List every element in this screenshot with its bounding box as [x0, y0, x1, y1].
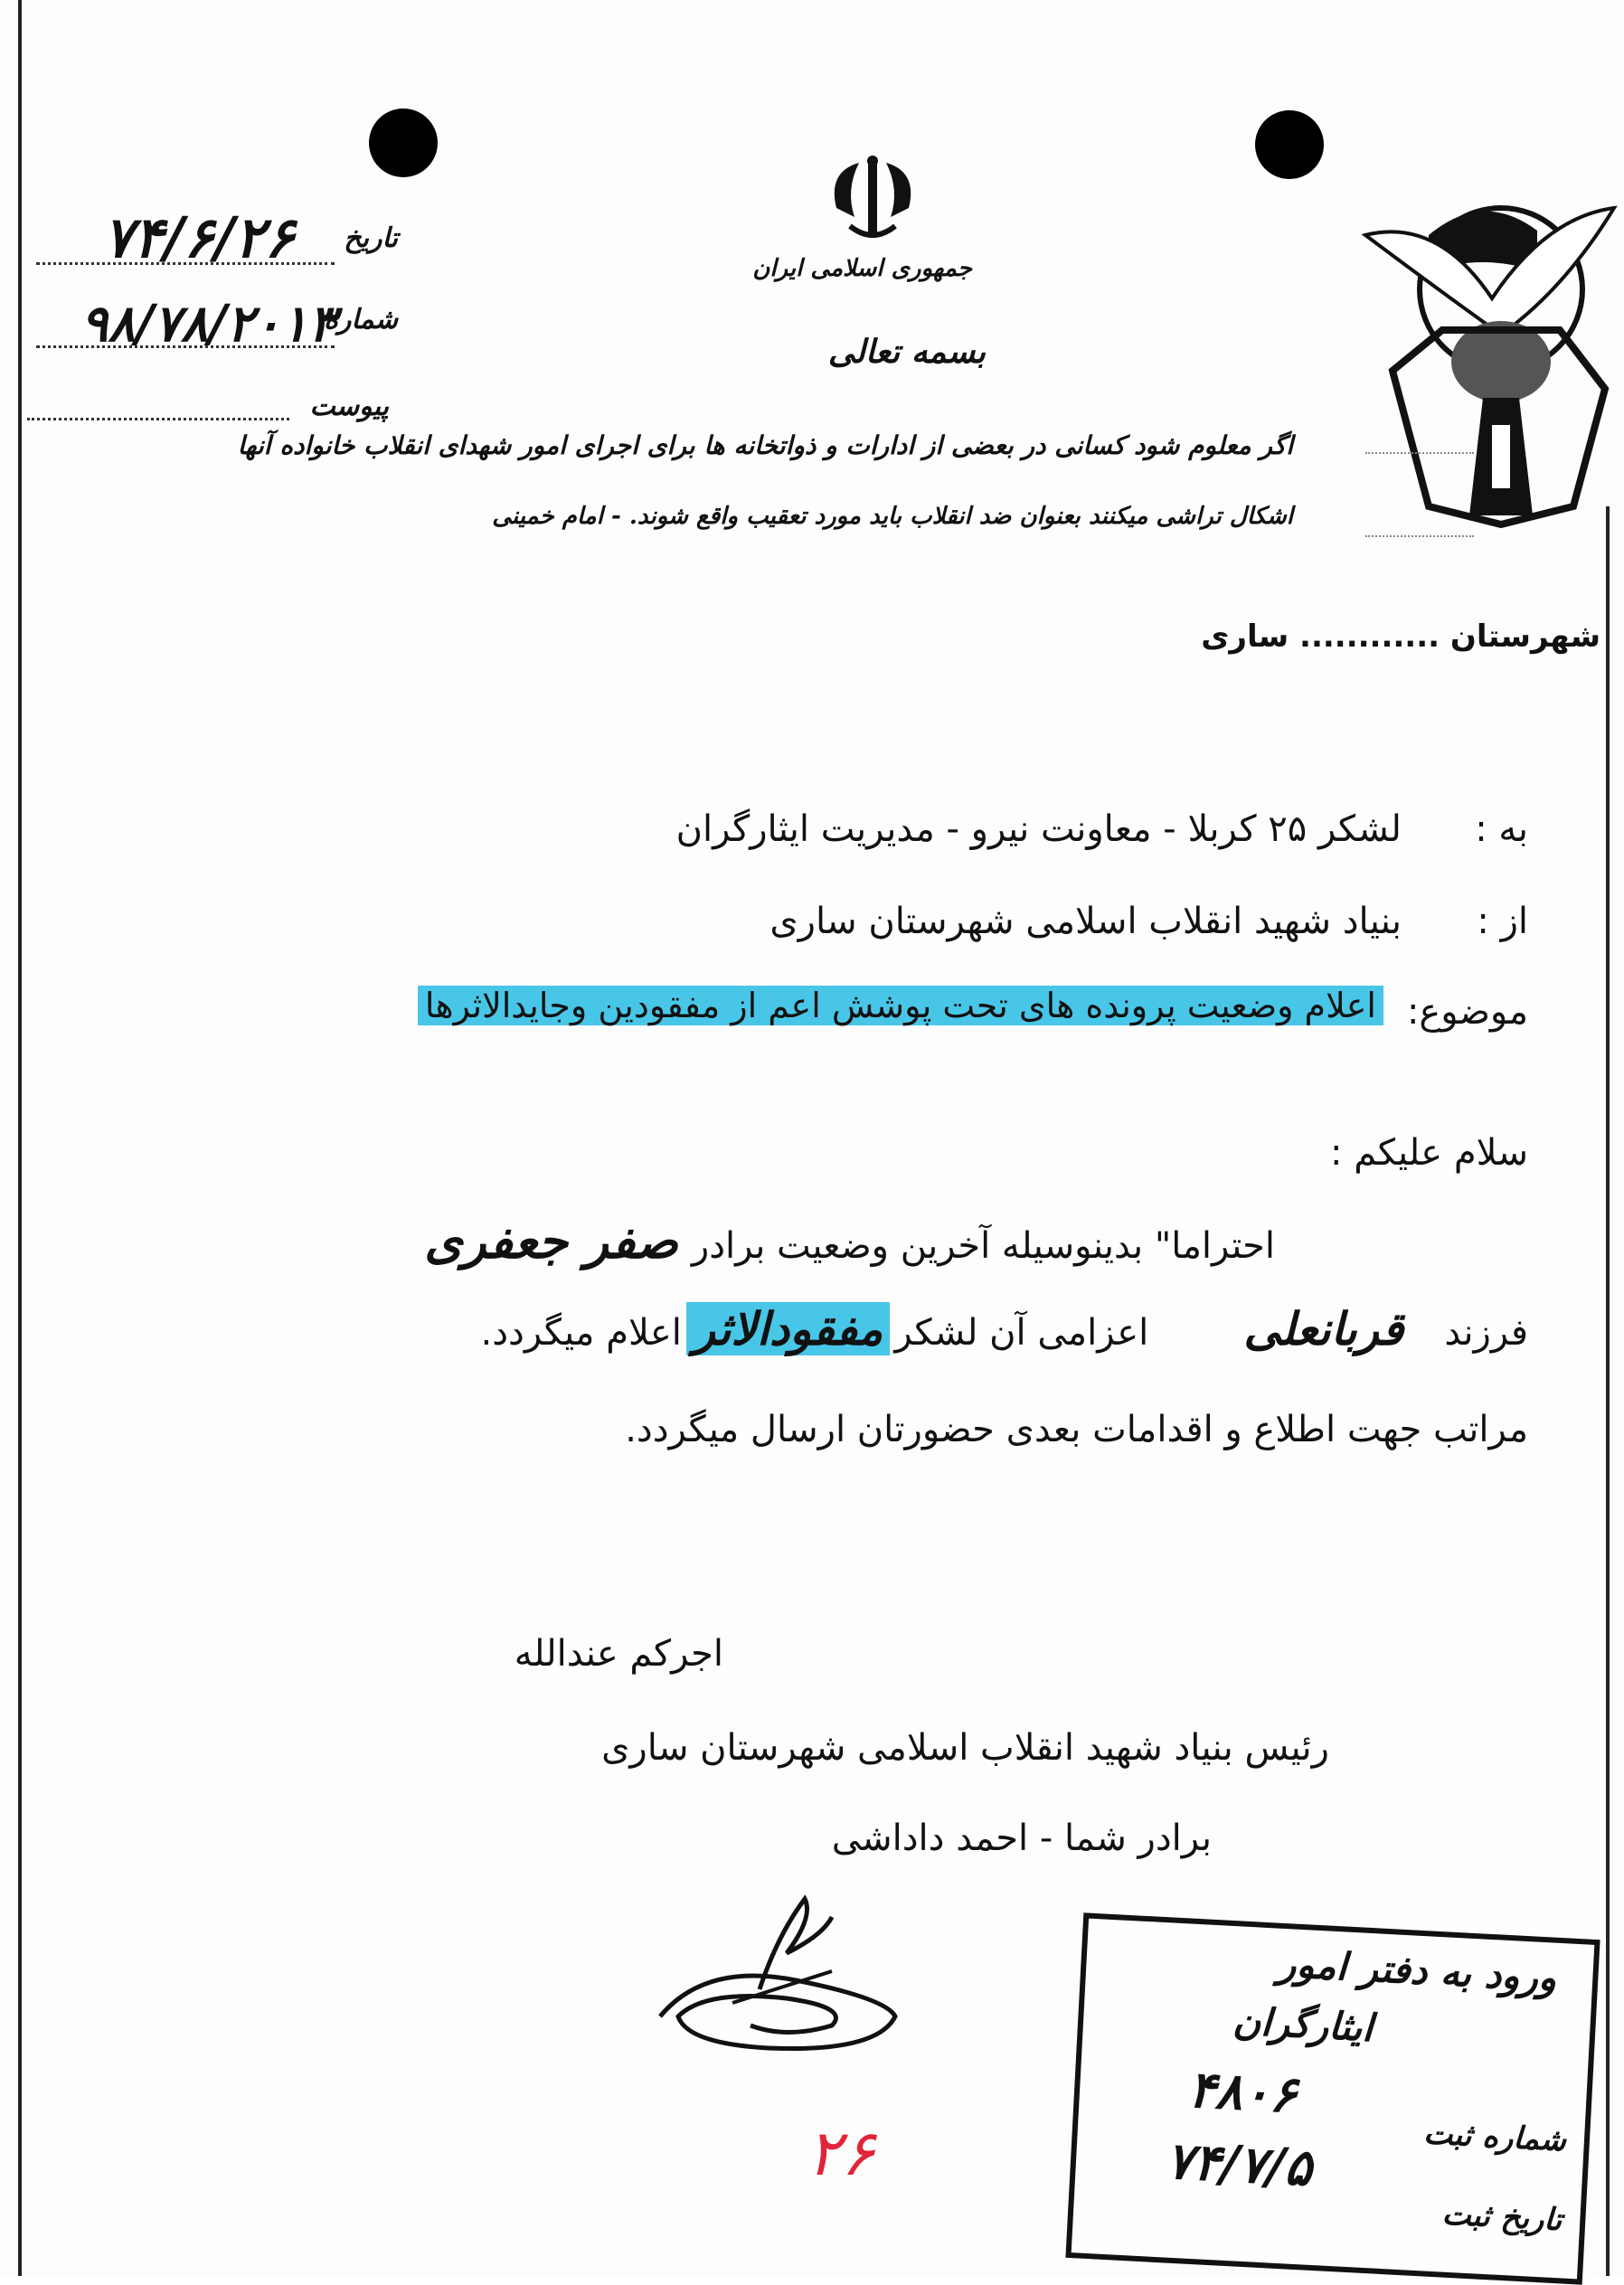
right-scan-edge	[1606, 506, 1610, 2276]
left-scan-edge	[18, 0, 22, 2276]
page-mark: ۲۶	[807, 2116, 875, 2190]
punch-hole-right	[1255, 110, 1324, 179]
stamp-line-2: ایثارگران	[1232, 1998, 1374, 2051]
number-dotted-line	[36, 345, 335, 348]
signature-icon	[651, 1881, 922, 2062]
punch-hole-left	[369, 109, 438, 177]
para2-mid: اعزامی آن لشکر	[894, 1312, 1149, 1354]
paragraph-3: مراتب جهت اطلاع و اقدامات بعدی حضورتان ارسال میگردد.	[625, 1409, 1528, 1450]
closing: اجرکم عندالله	[514, 1633, 723, 1675]
signer-title: رئیس بنیاد شهید انقلاب اسلامی شهرستان ساری	[601, 1727, 1329, 1769]
father-name: قربانعلی	[1243, 1302, 1404, 1355]
subject-label: موضوع:	[1406, 991, 1528, 1033]
greeting: سلام علیکم :	[1330, 1132, 1528, 1174]
stamp-reg-no-value: ۴۸۰۶	[1186, 2059, 1299, 2125]
stamp-reg-no-label: شماره ثبت	[1422, 2115, 1567, 2159]
subject-value: اعلام وضعیت پرونده های تحت پوشش اعم از مفقودین وجایدالاثرها	[418, 986, 1383, 1025]
date-dotted-line	[36, 262, 335, 265]
logo-caption-lines	[1365, 452, 1474, 537]
from-value: بنیاد شهید انقلاب اسلامی شهرستان ساری	[770, 901, 1402, 942]
missing-status: مفقودالاثر	[686, 1302, 890, 1355]
number-label: شماره	[324, 304, 398, 335]
attachment-label: پیوست	[309, 391, 389, 422]
to-label: به :	[1475, 808, 1528, 850]
stamp-line-1: ورود به دفتر امور	[1277, 1940, 1558, 2000]
date-label: تاریخ	[344, 222, 398, 254]
iran-emblem-icon	[818, 154, 927, 253]
signer-name: برادر شما - احمد داداشی	[831, 1818, 1212, 1859]
para1-prefix: احتراما" بدینوسیله آخرین وضعیت برادر	[691, 1225, 1275, 1267]
quote-line-2: اشکال تراشی میکنند بعنوان ضد انقلاب باید مورد تعقیب واقع شوند. - امام خمینی	[492, 503, 1293, 530]
soldier-name: صفر جعفری	[424, 1212, 678, 1270]
para2-suffix: اعلام میگردد.	[480, 1312, 682, 1354]
stamp-reg-date-label: تاریخ ثبت	[1440, 2195, 1563, 2239]
stamp-reg-date-value: ۷۴/۷/۵	[1164, 2130, 1314, 2198]
paragraph-2	[136, 1302, 1528, 1355]
registration-stamp	[1065, 1912, 1600, 2284]
para2-prefix: فرزند	[1444, 1312, 1528, 1354]
from-label: از :	[1477, 901, 1528, 942]
city-line: شهرستان ............ ساری	[1201, 618, 1600, 655]
attachment-dotted-line	[27, 418, 289, 420]
number-value: ۹۸/۷۸/۲۰۱۳	[80, 294, 335, 354]
date-value: ۷۴/۶/۲۶	[103, 204, 295, 270]
quote-line-1: اگر معلوم شود کسانی در بعضی از ادارات و ذواتخانه ها برای اجرای امور شهدای انقلاب خانواده آنها	[237, 430, 1293, 460]
invocation: بسمه تعالی	[827, 333, 986, 371]
paragraph-1	[54, 1212, 1275, 1270]
to-value: لشکر ۲۵ کربلا - معاونت نیرو - مدیریت ایثارگران	[675, 808, 1402, 850]
country-name: جمهوری اسلامی ایران	[752, 255, 972, 282]
subject-value-wrap	[54, 986, 1383, 1025]
